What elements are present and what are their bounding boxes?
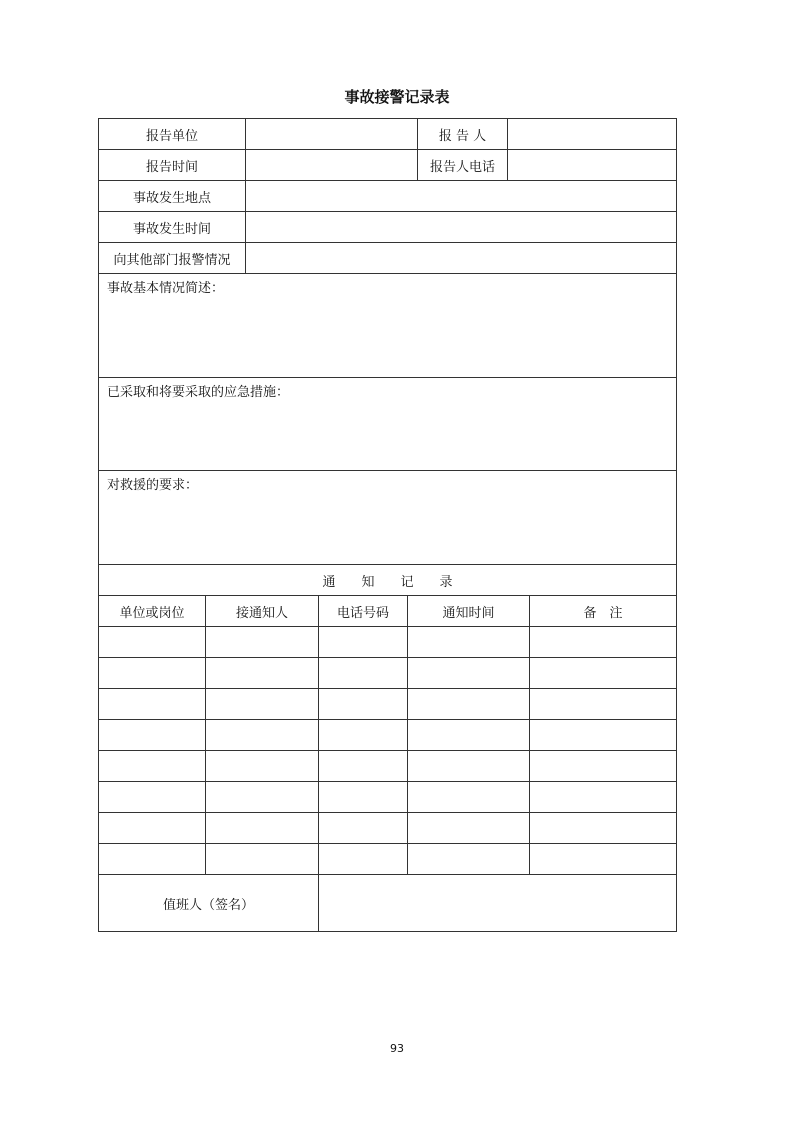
table-row [99, 720, 677, 751]
cell-recipient[interactable] [206, 658, 319, 689]
cell-remarks[interactable] [530, 782, 677, 813]
notification-table [98, 564, 677, 932]
header-recipient: 接通知人 [206, 596, 319, 627]
cell-recipient[interactable] [206, 689, 319, 720]
cell-unit[interactable] [99, 844, 206, 875]
basic-situation-section[interactable] [99, 274, 677, 378]
report-info-table [98, 118, 677, 565]
table-row [99, 627, 677, 658]
header-remarks: 备 注 [530, 596, 677, 627]
cell-notify-time[interactable] [408, 627, 530, 658]
cell-unit[interactable] [99, 658, 206, 689]
table-row [99, 658, 677, 689]
duty-officer-label: 值班人（签名） [99, 875, 319, 932]
cell-notify-time[interactable] [408, 751, 530, 782]
basic-situation-label: 事故基本情况简述： [107, 281, 225, 296]
reporter-field[interactable] [508, 119, 677, 150]
occur-time-field[interactable] [246, 212, 677, 243]
cell-recipient[interactable] [206, 720, 319, 751]
reporter-phone-label: 报告人电话 [418, 150, 508, 181]
cell-recipient[interactable] [206, 782, 319, 813]
cell-remarks[interactable] [530, 627, 677, 658]
cell-remarks[interactable] [530, 720, 677, 751]
report-unit-label: 报告单位 [99, 119, 246, 150]
reporter-phone-field[interactable] [508, 150, 677, 181]
occur-time-label: 事故发生时间 [99, 212, 246, 243]
report-time-field[interactable] [246, 150, 418, 181]
location-field[interactable] [246, 181, 677, 212]
cell-remarks[interactable] [530, 844, 677, 875]
table-row [99, 813, 677, 844]
report-unit-field[interactable] [246, 119, 418, 150]
cell-notify-time[interactable] [408, 782, 530, 813]
cell-remarks[interactable] [530, 751, 677, 782]
page-number: 93 [390, 1042, 404, 1055]
cell-phone[interactable] [319, 844, 408, 875]
location-label: 事故发生地点 [99, 181, 246, 212]
table-row [99, 844, 677, 875]
cell-remarks[interactable] [530, 813, 677, 844]
cell-phone[interactable] [319, 813, 408, 844]
cell-notify-time[interactable] [408, 844, 530, 875]
table-row [99, 689, 677, 720]
table-row [99, 751, 677, 782]
cell-unit[interactable] [99, 627, 206, 658]
other-dept-label: 向其他部门报警情况 [99, 243, 246, 274]
cell-phone[interactable] [319, 627, 408, 658]
reporter-label: 报 告 人 [418, 119, 508, 150]
cell-unit[interactable] [99, 751, 206, 782]
cell-unit[interactable] [99, 813, 206, 844]
cell-recipient[interactable] [206, 627, 319, 658]
cell-phone[interactable] [319, 658, 408, 689]
rescue-request-section[interactable] [99, 471, 677, 565]
cell-remarks[interactable] [530, 658, 677, 689]
table-row [99, 782, 677, 813]
measures-section[interactable] [99, 378, 677, 471]
cell-remarks[interactable] [530, 689, 677, 720]
cell-recipient[interactable] [206, 751, 319, 782]
duty-officer-signature-field[interactable] [319, 875, 677, 932]
header-notify-time: 通知时间 [408, 596, 530, 627]
cell-phone[interactable] [319, 751, 408, 782]
cell-unit[interactable] [99, 689, 206, 720]
cell-phone[interactable] [319, 782, 408, 813]
rescue-request-label: 对救援的要求： [107, 478, 199, 493]
cell-phone[interactable] [319, 689, 408, 720]
cell-phone[interactable] [319, 720, 408, 751]
cell-unit[interactable] [99, 720, 206, 751]
header-unit: 单位或岗位 [99, 596, 206, 627]
other-dept-field[interactable] [246, 243, 677, 274]
cell-notify-time[interactable] [408, 720, 530, 751]
notification-record-title: 通 知 记 录 [99, 565, 677, 596]
page-title: 事故接警记录表 [344, 88, 450, 106]
cell-notify-time[interactable] [408, 813, 530, 844]
cell-recipient[interactable] [206, 844, 319, 875]
measures-label: 已采取和将要采取的应急措施： [107, 385, 290, 400]
header-phone: 电话号码 [319, 596, 408, 627]
cell-unit[interactable] [99, 782, 206, 813]
cell-recipient[interactable] [206, 813, 319, 844]
cell-notify-time[interactable] [408, 658, 530, 689]
report-time-label: 报告时间 [99, 150, 246, 181]
cell-notify-time[interactable] [408, 689, 530, 720]
